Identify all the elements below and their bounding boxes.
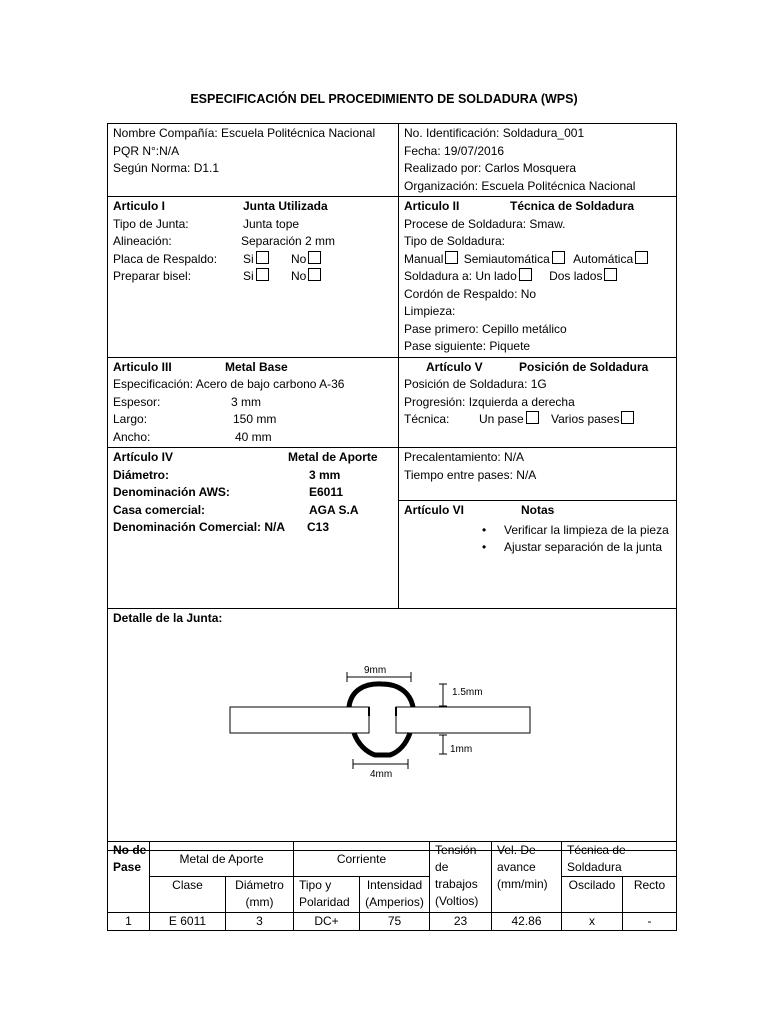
dos-lados-checkbox[interactable] (604, 268, 617, 281)
articulo-i-cell (108, 197, 399, 358)
auto-checkbox[interactable] (635, 251, 648, 264)
placa-si-label: Si (243, 251, 254, 266)
art6-heading: Artículo VI (404, 503, 465, 517)
company-name: Nombre Compañía: Escuela Politécnica Nacional (113, 126, 376, 140)
document-title: ESPECIFICACIÓN DEL PROCEDIMIENTO DE SOLDADURA (WPS) (190, 92, 578, 106)
cell-diametro: 3 (226, 913, 294, 931)
detalle-junta-cell (108, 609, 677, 851)
un-pase-checkbox[interactable] (526, 411, 539, 424)
header-tension: Tensión de trabajos (Voltios) (430, 842, 492, 913)
header-oscilado: Oscilado (562, 877, 623, 913)
cell-oscilado: x (562, 913, 623, 931)
identification-cell (399, 124, 677, 197)
table-row (108, 913, 677, 931)
articulo-v-cell (399, 357, 677, 448)
aws-label: Denominación AWS: (113, 485, 230, 499)
art5-heading: Artículo V (426, 359, 483, 374)
header-tipo-polaridad: Tipo y Polaridad (294, 877, 360, 913)
precalentamiento: Precalentamiento: N/A (404, 450, 525, 464)
cell-no: 1 (108, 913, 150, 931)
aws-value: E6011 (309, 485, 344, 499)
cell-recto: - (623, 913, 677, 931)
art5-heading2: Posición de Soldadura (519, 359, 649, 374)
semi-checkbox[interactable] (552, 251, 565, 264)
list-item: • Ajustar separación de la junta (504, 539, 671, 557)
tiempo-entre-pases: Tiempo entre pases: N/A (404, 467, 537, 482)
pase-primero: Pase primero: Cepillo metálico (404, 321, 567, 336)
bisel-label: Preparar bisel: (113, 269, 192, 283)
soldadura-a-label: Soldadura a: Un lado (404, 269, 517, 283)
diametro-label: Diámetro: (113, 467, 170, 482)
company-info-cell (108, 124, 399, 197)
manual-label: Manual (404, 251, 444, 266)
manual-checkbox[interactable] (445, 251, 458, 264)
bisel-no-label: No (291, 269, 307, 283)
articulo-ii-cell (399, 197, 677, 358)
limpieza: Limpieza: (404, 304, 456, 318)
ancho-label: Ancho: (113, 429, 151, 444)
art3-heading: Articulo III (113, 359, 172, 374)
art1-heading2: Junta Utilizada (243, 199, 328, 213)
dos-lados-label: Dos lados (549, 269, 603, 283)
header-diametro: Diámetro (mm) (226, 877, 294, 913)
header-corriente: Corriente (294, 842, 430, 877)
header-intensidad: Intensidad (Amperios) (360, 877, 430, 913)
progresion: Progresión: Izquierda a derecha (404, 394, 575, 409)
bisel-no-checkbox[interactable] (308, 268, 321, 281)
art4-heading2: Metal de Aporte (288, 450, 378, 464)
espesor-value: 3 mm (231, 394, 261, 409)
art3-heading2: Metal Base (225, 359, 288, 374)
cell-tipo: DC+ (294, 913, 360, 931)
placa-no-checkbox[interactable] (308, 251, 321, 264)
list-item: • Verificar la limpieza de la pieza (504, 522, 671, 540)
norma: Según Norma: D1.1 (113, 161, 220, 175)
wps-form-table (107, 123, 677, 851)
dim-bottom-label: 1mm (450, 744, 473, 755)
art1-heading: Articulo I (113, 199, 166, 213)
posicion-soldadura: Posición de Soldadura: 1G (404, 377, 547, 391)
identification: No. Identificación: Soldadura_001 (404, 126, 585, 140)
detalle-label: Detalle de la Junta: (113, 611, 223, 625)
pqr-number: PQR N°:N/A (113, 143, 180, 158)
articulo-vi-cell (399, 501, 677, 609)
header-clase: Clase (150, 877, 226, 913)
tipo-junta-label: Tipo de Junta: (113, 216, 189, 231)
pase-siguiente: Pase siguiente: Piquete (404, 339, 531, 353)
placa-no-label: No (291, 251, 307, 266)
header-no-pase: No de Pase (108, 842, 150, 913)
articulo-iii-cell (108, 357, 399, 448)
header-recto: Recto (623, 877, 677, 913)
organization: Organización: Escuela Politécnica Nacional (404, 178, 636, 193)
largo-value: 150 mm (233, 412, 277, 426)
denom-comercial-value: C13 (307, 520, 330, 534)
art2-heading2: Técnica de Soldadura (510, 199, 635, 213)
un-pase-label: Un pase (479, 412, 524, 426)
alineacion-value: Separación 2 mm (241, 234, 336, 248)
articulo-iv-cell (108, 448, 399, 609)
tecnica-label: Técnica: (404, 412, 450, 426)
header-metal-aporte: Metal de Aporte (150, 842, 294, 877)
tipo-junta-value: Junta tope (243, 216, 300, 231)
semi-label: Semiautomática (463, 251, 550, 266)
cell-tension: 23 (430, 913, 492, 931)
especificacion: Especificación: Acero de bajo carbono A-36 (113, 377, 345, 391)
date: Fecha: 19/07/2016 (404, 143, 505, 158)
espesor-label: Espesor: (113, 394, 161, 409)
alineacion-label: Alineación: (113, 234, 172, 248)
diametro-value: 3 mm (309, 467, 341, 482)
proceso-soldadura: Procese de Soldadura: Smaw. (404, 216, 566, 231)
placa-si-checkbox[interactable] (256, 251, 269, 264)
tipo-soldadura: Tipo de Soldadura: (404, 234, 505, 248)
placa-label: Placa de Respaldo: (113, 251, 218, 266)
author: Realizado por: Carlos Mosquera (404, 161, 577, 175)
varios-pases-checkbox[interactable] (621, 411, 634, 424)
auto-label: Automática (573, 251, 634, 266)
cell-velocidad: 42.86 (492, 913, 562, 931)
largo-label: Largo: (113, 412, 148, 426)
varios-pases-label: Varios pases (551, 412, 620, 426)
bisel-si-label: Si (243, 269, 254, 283)
header-tecnica: Técnica de Soldadura (562, 842, 677, 877)
cell-clase: E 6011 (150, 913, 226, 931)
cell-intensidad: 75 (360, 913, 430, 931)
art4-heading: Artículo IV (113, 450, 174, 464)
casa-comercial-value: AGA S.A (309, 502, 359, 517)
dim-height-label: 1.5mm (452, 687, 483, 698)
denom-comercial-label: Denominación Comercial: N/A (113, 520, 286, 534)
bisel-si-checkbox[interactable] (256, 268, 269, 281)
notes-list (404, 522, 671, 557)
precalentamiento-cell (399, 448, 677, 501)
cordon-respaldo: Cordón de Respaldo: No (404, 286, 537, 301)
un-lado-checkbox[interactable] (519, 268, 532, 281)
ancho-value: 40 mm (235, 429, 272, 444)
art6-heading2: Notas (521, 503, 555, 517)
header-velocidad: Vel. De avance (mm/min) (492, 842, 562, 913)
dim-root-label: 4mm (370, 769, 393, 780)
dim-top-label: 9mm (364, 665, 387, 676)
art2-heading: Articulo II (404, 199, 460, 213)
pase-table (107, 841, 677, 931)
casa-comercial-label: Casa comercial: (113, 502, 206, 517)
